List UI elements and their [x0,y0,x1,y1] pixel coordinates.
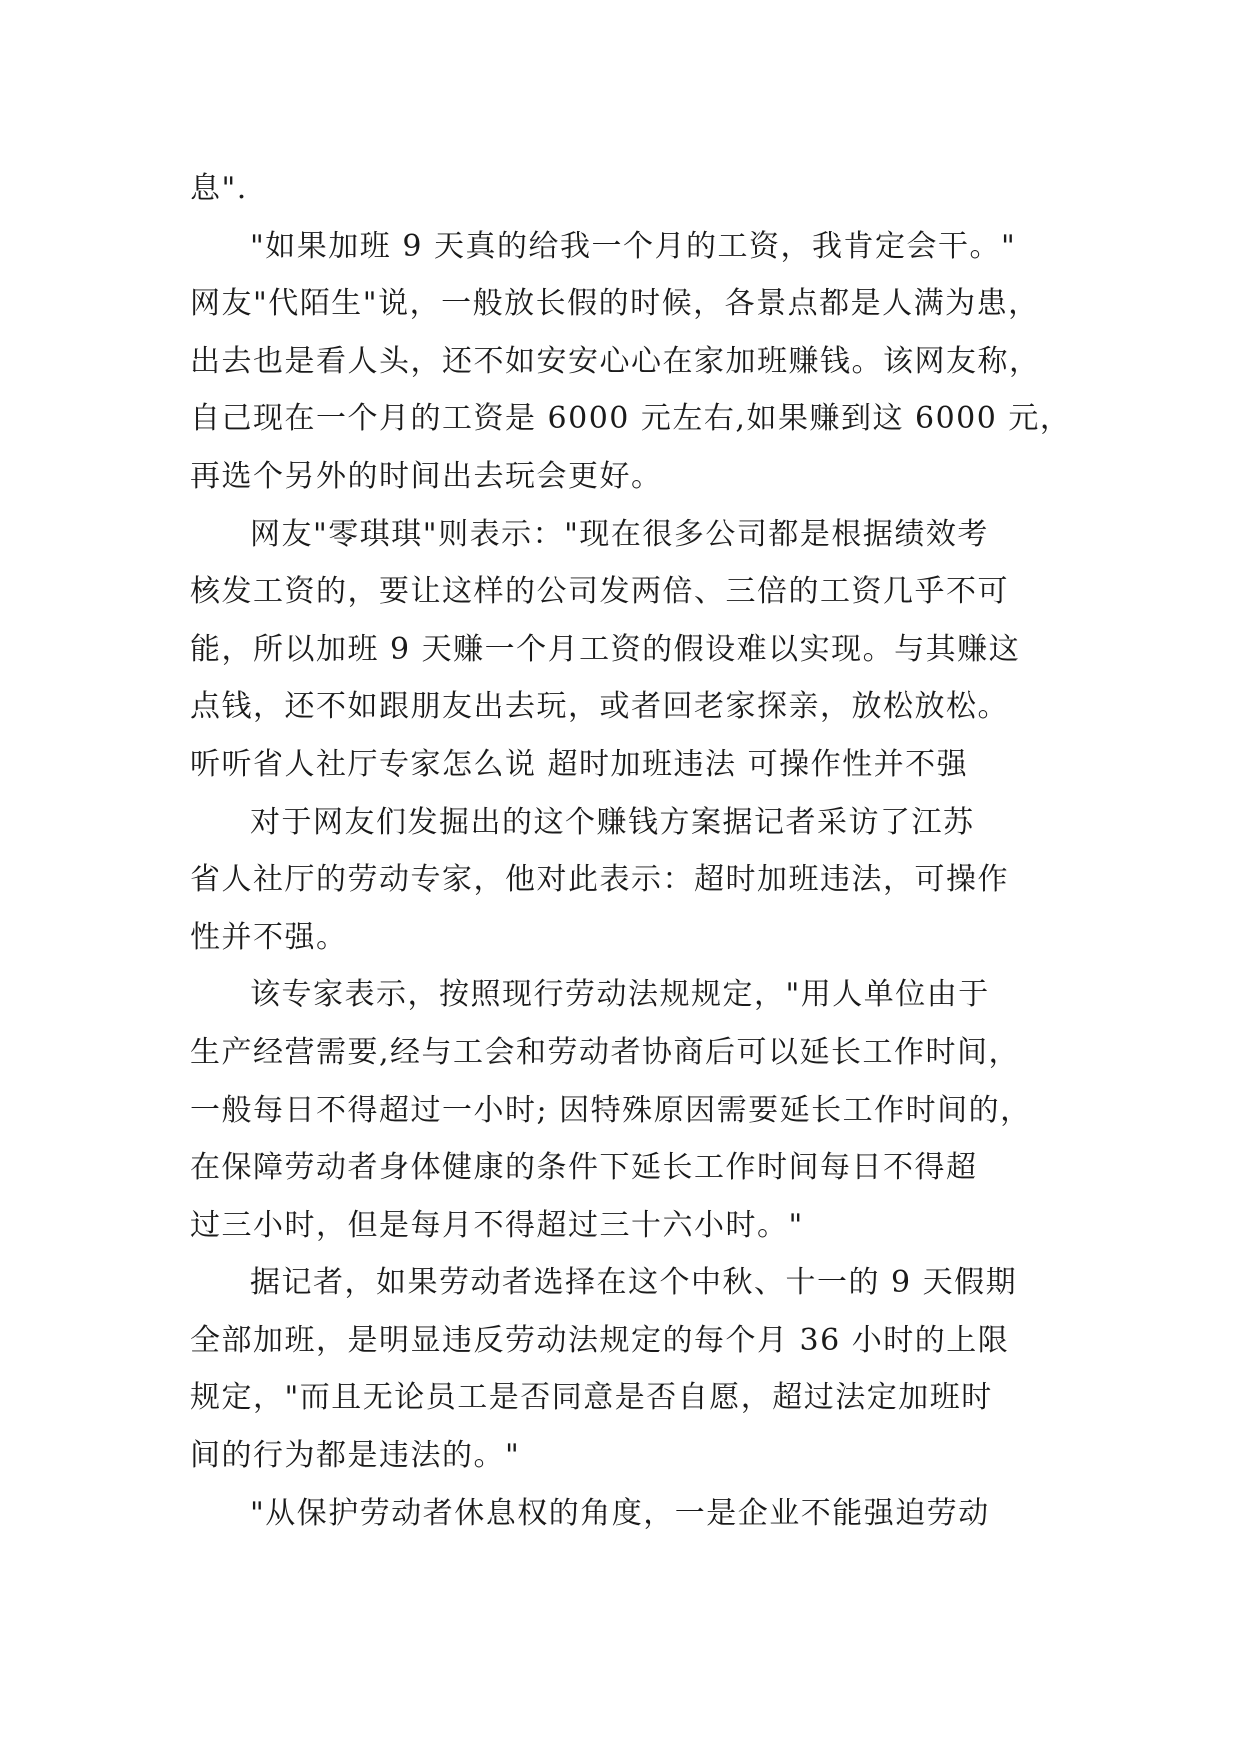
text-line: 网友"零琪琪"则表示："现在很多公司都是根据绩效考 [250,516,989,552]
text-line: 性并不强。 [190,919,348,955]
text-line: 省人社厅的劳动专家，他对此表示：超时加班违法，可操作 [190,862,1009,898]
text-line: 息". [190,171,248,206]
text-line: 对于网友们发掘出的这个赚钱方案据记者采访了江苏 [250,804,975,840]
text-line: 网友"代陌生"说，一般放长假的时候，各景点都是人满为患， [190,286,1040,322]
text-line: 在保障劳动者身体健康的条件下延长工作时间每日不得超 [190,1150,978,1186]
text-line: 生产经营需要,经与工会和劳动者协商后可以延长工作时间， [190,1034,1021,1070]
text-line: 再选个另外的时间出去玩会更好。 [190,458,663,494]
document-body [190,160,1070,1542]
text-line: "从保护劳动者休息权的角度，一是企业不能强迫劳动 [250,1495,990,1531]
text-line: 一般每日不得超过一小时; 因特殊原因需要延长工作时间的， [190,1092,1032,1128]
text-line: 点钱，还不如跟朋友出去玩，或者回老家探亲，放松放松。 [190,689,1009,725]
section-heading: 听听省人社厅专家怎么说 超时加班违法 可操作性并不强 [190,746,969,782]
text-line: 据记者，如果劳动者选择在这个中秋、十一的 9 天假期 [250,1265,1018,1301]
text-line: 规定，"而且无论员工是否同意是否自愿，超过法定加班时 [190,1380,993,1416]
text-line: 全部加班，是明显违反劳动法规定的每个月 36 小时的上限 [190,1322,1010,1358]
text-line: "如果加班 9 天真的给我一个月的工资，我肯定会干。" [250,228,1017,264]
text-line: 间的行为都是违法的。" [190,1438,521,1474]
text-line: 自己现在一个月的工资是 6000 元左右,如果赚到这 6000 元， [190,401,1072,437]
text-line: 该专家表示，按照现行劳动法规规定，"用人单位由于 [250,977,990,1013]
text-line: 核发工资的，要让这样的公司发两倍、三倍的工资几乎不可 [190,574,1009,610]
text-line: 出去也是看人头，还不如安安心心在家加班赚钱。该网友称， [190,343,1041,379]
text-line: 过三小时，但是每月不得超过三十六小时。" [190,1207,804,1243]
text-line: 能，所以加班 9 天赚一个月工资的假设难以实现。与其赚这 [190,631,1021,667]
